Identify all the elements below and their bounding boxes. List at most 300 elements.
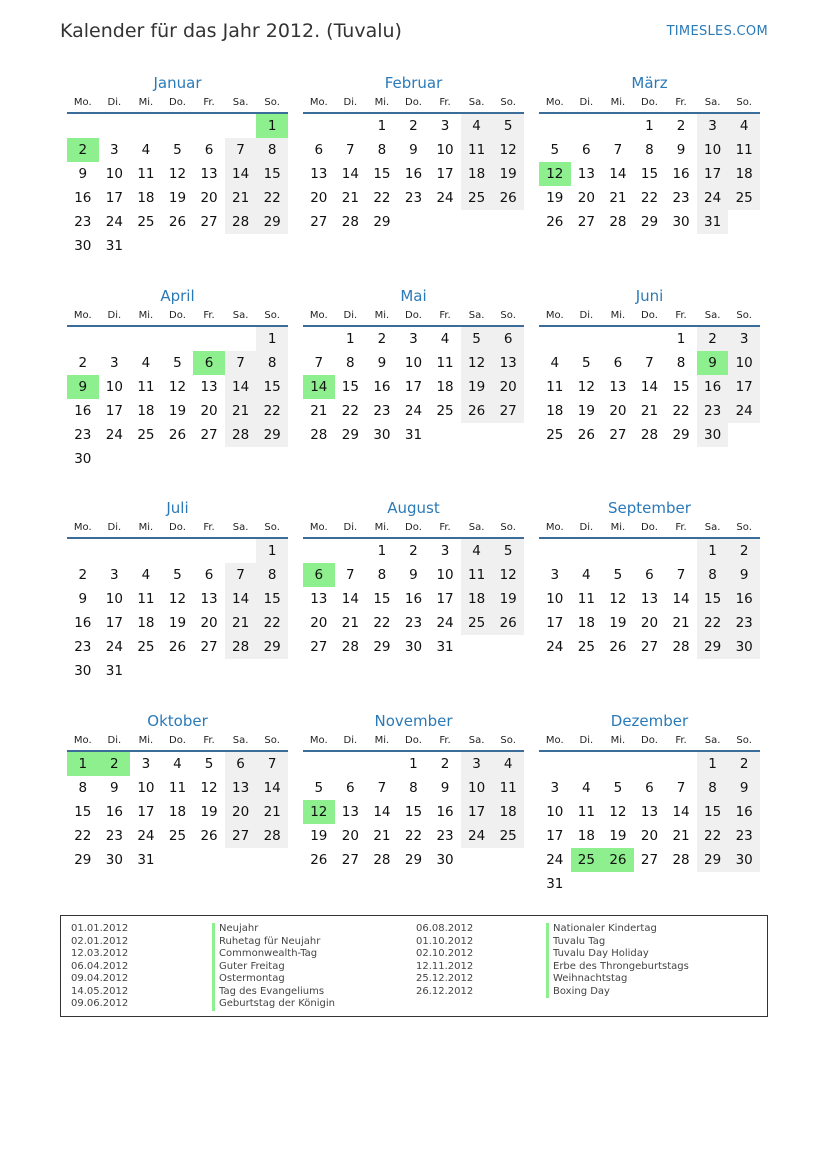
day-cell[interactable]: 12: [577, 379, 595, 395]
day-cell[interactable]: 4: [550, 355, 560, 371]
day-cell[interactable]: 18: [461, 162, 493, 186]
day-cell[interactable]: 3: [141, 756, 151, 772]
day-cell[interactable]: 21: [310, 403, 328, 419]
day-cell[interactable]: 24: [105, 214, 123, 230]
day-cell[interactable]: 17: [546, 615, 564, 631]
day-cell[interactable]: 29: [373, 639, 391, 655]
day-cell[interactable]: 16: [728, 800, 760, 824]
day-cell[interactable]: 2: [440, 756, 450, 772]
day-cell[interactable]: 24: [546, 639, 564, 655]
holiday-day-cell[interactable]: 6: [193, 351, 225, 375]
day-cell[interactable]: 14: [373, 804, 391, 820]
day-cell[interactable]: 19: [546, 190, 564, 206]
holiday-day-cell[interactable]: 12: [303, 800, 335, 824]
day-cell[interactable]: 10: [105, 379, 123, 395]
day-cell[interactable]: 15: [404, 804, 423, 820]
day-cell[interactable]: 13: [200, 591, 218, 607]
day-cell[interactable]: 19: [609, 615, 627, 631]
day-cell[interactable]: 12: [609, 804, 627, 820]
day-cell[interactable]: 21: [341, 190, 359, 206]
day-cell[interactable]: 17: [137, 804, 155, 820]
day-cell[interactable]: 30: [74, 238, 92, 254]
day-cell[interactable]: 3: [110, 355, 119, 371]
day-cell[interactable]: 4: [582, 567, 591, 583]
day-cell[interactable]: 8: [676, 355, 686, 371]
day-cell[interactable]: 29: [256, 210, 288, 234]
day-cell[interactable]: 4: [728, 114, 760, 138]
day-cell[interactable]: 4: [141, 142, 151, 158]
day-cell[interactable]: 3: [550, 780, 560, 796]
day-cell[interactable]: 14: [225, 375, 257, 399]
day-cell[interactable]: 23: [672, 190, 690, 206]
day-cell[interactable]: 11: [577, 591, 595, 607]
day-cell[interactable]: 12: [492, 138, 524, 162]
day-cell[interactable]: 1: [377, 543, 387, 559]
day-cell[interactable]: 23: [436, 828, 454, 844]
day-cell[interactable]: 26: [168, 639, 187, 655]
day-cell[interactable]: 17: [105, 403, 123, 419]
day-cell[interactable]: 13: [640, 591, 659, 607]
day-cell[interactable]: 16: [373, 379, 391, 395]
day-cell[interactable]: 14: [256, 776, 288, 800]
day-cell[interactable]: 3: [461, 752, 493, 776]
day-cell[interactable]: 7: [676, 780, 686, 796]
day-cell[interactable]: 17: [697, 162, 729, 186]
day-cell[interactable]: 9: [110, 780, 119, 796]
day-cell[interactable]: 25: [137, 427, 155, 443]
day-cell[interactable]: 21: [672, 828, 690, 844]
day-cell[interactable]: 19: [492, 587, 524, 611]
day-cell[interactable]: 17: [728, 375, 760, 399]
day-cell[interactable]: 30: [728, 635, 760, 659]
day-cell[interactable]: 20: [577, 190, 595, 206]
day-cell[interactable]: 19: [609, 828, 627, 844]
day-cell[interactable]: 8: [409, 780, 418, 796]
day-cell[interactable]: 12: [200, 780, 218, 796]
day-cell[interactable]: 27: [577, 214, 595, 230]
day-cell[interactable]: 6: [645, 567, 654, 583]
day-cell[interactable]: 2: [409, 118, 418, 134]
day-cell[interactable]: 16: [697, 375, 729, 399]
day-cell[interactable]: 10: [436, 142, 454, 158]
day-cell[interactable]: 20: [200, 190, 218, 206]
day-cell[interactable]: 3: [110, 567, 119, 583]
day-cell[interactable]: 21: [672, 615, 690, 631]
day-cell[interactable]: 15: [373, 166, 391, 182]
day-cell[interactable]: 5: [550, 142, 560, 158]
holiday-day-cell[interactable]: 9: [697, 351, 729, 375]
day-cell[interactable]: 8: [377, 567, 387, 583]
day-cell[interactable]: 21: [640, 403, 659, 419]
day-cell[interactable]: 29: [256, 423, 288, 447]
day-cell[interactable]: 21: [373, 828, 391, 844]
day-cell[interactable]: 4: [582, 780, 591, 796]
day-cell[interactable]: 22: [404, 828, 423, 844]
holiday-day-cell[interactable]: 6: [303, 563, 335, 587]
day-cell[interactable]: 27: [200, 427, 218, 443]
holiday-day-cell[interactable]: 26: [602, 848, 634, 872]
day-cell[interactable]: 18: [168, 804, 187, 820]
day-cell[interactable]: 2: [676, 118, 686, 134]
day-cell[interactable]: 5: [613, 567, 623, 583]
day-cell[interactable]: 23: [404, 190, 423, 206]
day-cell[interactable]: 26: [492, 186, 524, 210]
day-cell[interactable]: 1: [645, 118, 654, 134]
day-cell[interactable]: 20: [640, 615, 659, 631]
day-cell[interactable]: 15: [341, 379, 359, 395]
day-cell[interactable]: 11: [137, 166, 155, 182]
day-cell[interactable]: 10: [728, 351, 760, 375]
day-cell[interactable]: 10: [105, 166, 123, 182]
day-cell[interactable]: 11: [461, 138, 493, 162]
day-cell[interactable]: 8: [697, 776, 729, 800]
day-cell[interactable]: 11: [168, 780, 187, 796]
day-cell[interactable]: 16: [436, 804, 454, 820]
day-cell[interactable]: 19: [577, 403, 595, 419]
day-cell[interactable]: 22: [74, 828, 92, 844]
day-cell[interactable]: 4: [440, 331, 450, 347]
day-cell[interactable]: 13: [609, 379, 627, 395]
day-cell[interactable]: 2: [78, 355, 88, 371]
holiday-day-cell[interactable]: 14: [303, 375, 335, 399]
day-cell[interactable]: 5: [492, 539, 524, 563]
day-cell[interactable]: 29: [373, 214, 391, 230]
day-cell[interactable]: 26: [546, 214, 564, 230]
day-cell[interactable]: 14: [225, 587, 257, 611]
day-cell[interactable]: 3: [110, 142, 119, 158]
day-cell[interactable]: 7: [645, 355, 654, 371]
day-cell[interactable]: 1: [697, 539, 729, 563]
day-cell[interactable]: 29: [697, 848, 729, 872]
day-cell[interactable]: 27: [200, 214, 218, 230]
day-cell[interactable]: 8: [256, 563, 288, 587]
day-cell[interactable]: 31: [137, 852, 155, 868]
day-cell[interactable]: 31: [436, 639, 454, 655]
day-cell[interactable]: 26: [168, 214, 187, 230]
day-cell[interactable]: 13: [640, 804, 659, 820]
day-cell[interactable]: 18: [137, 403, 155, 419]
day-cell[interactable]: 12: [168, 166, 187, 182]
day-cell[interactable]: 15: [373, 591, 391, 607]
day-cell[interactable]: 9: [409, 567, 418, 583]
day-cell[interactable]: 26: [200, 828, 218, 844]
day-cell[interactable]: 11: [137, 591, 155, 607]
day-cell[interactable]: 17: [105, 190, 123, 206]
brand-link[interactable]: TIMESLES.COM: [666, 24, 768, 39]
day-cell[interactable]: 16: [404, 591, 423, 607]
day-cell[interactable]: 13: [310, 591, 328, 607]
day-cell[interactable]: 30: [404, 639, 423, 655]
holiday-day-cell[interactable]: 1: [256, 114, 288, 138]
day-cell[interactable]: 31: [697, 210, 729, 234]
day-cell[interactable]: 17: [436, 166, 454, 182]
day-cell[interactable]: 31: [105, 238, 123, 254]
day-cell[interactable]: 23: [74, 639, 92, 655]
day-cell[interactable]: 4: [461, 539, 493, 563]
day-cell[interactable]: 20: [200, 615, 218, 631]
day-cell[interactable]: 29: [697, 635, 729, 659]
day-cell[interactable]: 14: [672, 804, 690, 820]
day-cell[interactable]: 28: [310, 427, 328, 443]
holiday-day-cell[interactable]: 25: [571, 848, 603, 872]
day-cell[interactable]: 10: [461, 776, 493, 800]
day-cell[interactable]: 8: [256, 351, 288, 375]
day-cell[interactable]: 3: [440, 118, 450, 134]
day-cell[interactable]: 5: [492, 114, 524, 138]
day-cell[interactable]: 17: [461, 800, 493, 824]
day-cell[interactable]: 24: [137, 828, 155, 844]
day-cell[interactable]: 19: [310, 828, 328, 844]
day-cell[interactable]: 6: [492, 327, 524, 351]
day-cell[interactable]: 24: [404, 403, 423, 419]
day-cell[interactable]: 31: [105, 663, 123, 679]
day-cell[interactable]: 2: [377, 331, 387, 347]
day-cell[interactable]: 9: [440, 780, 450, 796]
day-cell[interactable]: 9: [78, 591, 88, 607]
day-cell[interactable]: 18: [728, 162, 760, 186]
day-cell[interactable]: 25: [168, 828, 187, 844]
day-cell[interactable]: 6: [582, 142, 591, 158]
day-cell[interactable]: 24: [436, 615, 454, 631]
day-cell[interactable]: 15: [256, 587, 288, 611]
day-cell[interactable]: 20: [200, 403, 218, 419]
day-cell[interactable]: 3: [440, 543, 450, 559]
day-cell[interactable]: 7: [225, 351, 257, 375]
day-cell[interactable]: 13: [577, 166, 595, 182]
day-cell[interactable]: 9: [728, 776, 760, 800]
day-cell[interactable]: 21: [225, 399, 257, 423]
day-cell[interactable]: 4: [141, 355, 151, 371]
day-cell[interactable]: 7: [225, 563, 257, 587]
day-cell[interactable]: 24: [436, 190, 454, 206]
day-cell[interactable]: 22: [672, 403, 690, 419]
day-cell[interactable]: 25: [461, 186, 493, 210]
day-cell[interactable]: 12: [168, 379, 187, 395]
day-cell[interactable]: 17: [436, 591, 454, 607]
day-cell[interactable]: 19: [168, 615, 187, 631]
day-cell[interactable]: 21: [225, 186, 257, 210]
day-cell[interactable]: 18: [137, 615, 155, 631]
day-cell[interactable]: 6: [225, 752, 257, 776]
day-cell[interactable]: 26: [577, 427, 595, 443]
day-cell[interactable]: 25: [492, 824, 524, 848]
day-cell[interactable]: 1: [377, 118, 387, 134]
day-cell[interactable]: 5: [613, 780, 623, 796]
day-cell[interactable]: 3: [409, 331, 418, 347]
day-cell[interactable]: 2: [728, 752, 760, 776]
day-cell[interactable]: 10: [546, 591, 564, 607]
day-cell[interactable]: 31: [404, 427, 423, 443]
day-cell[interactable]: 17: [404, 379, 423, 395]
day-cell[interactable]: 2: [78, 567, 88, 583]
day-cell[interactable]: 26: [609, 639, 627, 655]
day-cell[interactable]: 23: [74, 214, 92, 230]
day-cell[interactable]: 27: [310, 214, 328, 230]
day-cell[interactable]: 11: [461, 563, 493, 587]
day-cell[interactable]: 30: [105, 852, 123, 868]
day-cell[interactable]: 8: [697, 563, 729, 587]
day-cell[interactable]: 20: [640, 828, 659, 844]
day-cell[interactable]: 10: [404, 355, 423, 371]
day-cell[interactable]: 3: [728, 327, 760, 351]
day-cell[interactable]: 12: [168, 591, 187, 607]
day-cell[interactable]: 18: [436, 379, 454, 395]
day-cell[interactable]: 1: [256, 327, 288, 351]
day-cell[interactable]: 14: [672, 591, 690, 607]
day-cell[interactable]: 22: [640, 190, 659, 206]
day-cell[interactable]: 5: [582, 355, 591, 371]
day-cell[interactable]: 28: [341, 639, 359, 655]
day-cell[interactable]: 1: [346, 331, 355, 347]
day-cell[interactable]: 5: [173, 355, 182, 371]
day-cell[interactable]: 7: [256, 752, 288, 776]
day-cell[interactable]: 1: [676, 331, 686, 347]
day-cell[interactable]: 30: [74, 663, 92, 679]
day-cell[interactable]: 14: [341, 166, 359, 182]
day-cell[interactable]: 26: [492, 611, 524, 635]
day-cell[interactable]: 13: [492, 351, 524, 375]
day-cell[interactable]: 11: [577, 804, 595, 820]
day-cell[interactable]: 26: [461, 399, 493, 423]
day-cell[interactable]: 23: [404, 615, 423, 631]
day-cell[interactable]: 29: [341, 427, 359, 443]
day-cell[interactable]: 11: [492, 776, 524, 800]
day-cell[interactable]: 25: [137, 214, 155, 230]
day-cell[interactable]: 18: [137, 190, 155, 206]
day-cell[interactable]: 29: [404, 852, 423, 868]
day-cell[interactable]: 8: [78, 780, 88, 796]
day-cell[interactable]: 12: [461, 351, 493, 375]
day-cell[interactable]: 22: [256, 186, 288, 210]
day-cell[interactable]: 17: [105, 615, 123, 631]
day-cell[interactable]: 14: [225, 162, 257, 186]
day-cell[interactable]: 23: [373, 403, 391, 419]
day-cell[interactable]: 7: [314, 355, 324, 371]
day-cell[interactable]: 15: [74, 804, 92, 820]
day-cell[interactable]: 11: [137, 379, 155, 395]
day-cell[interactable]: 23: [728, 824, 760, 848]
day-cell[interactable]: 3: [697, 114, 729, 138]
day-cell[interactable]: 25: [577, 639, 595, 655]
day-cell[interactable]: 21: [256, 800, 288, 824]
day-cell[interactable]: 2: [409, 543, 418, 559]
day-cell[interactable]: 15: [640, 166, 659, 182]
day-cell[interactable]: 4: [492, 752, 524, 776]
day-cell[interactable]: 6: [346, 780, 355, 796]
day-cell[interactable]: 28: [225, 423, 257, 447]
day-cell[interactable]: 30: [697, 423, 729, 447]
day-cell[interactable]: 7: [377, 780, 387, 796]
day-cell[interactable]: 16: [672, 166, 690, 182]
day-cell[interactable]: 2: [697, 327, 729, 351]
day-cell[interactable]: 11: [546, 379, 564, 395]
day-cell[interactable]: 21: [341, 615, 359, 631]
day-cell[interactable]: 7: [346, 567, 355, 583]
day-cell[interactable]: 1: [409, 756, 418, 772]
day-cell[interactable]: 27: [341, 852, 359, 868]
day-cell[interactable]: 16: [728, 587, 760, 611]
day-cell[interactable]: 24: [105, 639, 123, 655]
day-cell[interactable]: 5: [173, 142, 182, 158]
day-cell[interactable]: 23: [697, 399, 729, 423]
holiday-day-cell[interactable]: 12: [539, 162, 571, 186]
day-cell[interactable]: 28: [640, 427, 659, 443]
day-cell[interactable]: 29: [74, 852, 92, 868]
day-cell[interactable]: 30: [74, 451, 92, 467]
day-cell[interactable]: 10: [105, 591, 123, 607]
day-cell[interactable]: 30: [672, 214, 690, 230]
day-cell[interactable]: 15: [256, 375, 288, 399]
day-cell[interactable]: 28: [225, 635, 257, 659]
day-cell[interactable]: 20: [492, 375, 524, 399]
day-cell[interactable]: 1: [256, 539, 288, 563]
day-cell[interactable]: 25: [436, 403, 454, 419]
day-cell[interactable]: 21: [225, 611, 257, 635]
day-cell[interactable]: 13: [200, 379, 218, 395]
day-cell[interactable]: 9: [377, 355, 387, 371]
day-cell[interactable]: 27: [609, 427, 627, 443]
day-cell[interactable]: 24: [697, 186, 729, 210]
day-cell[interactable]: 9: [728, 563, 760, 587]
holiday-day-cell[interactable]: 1: [67, 752, 99, 776]
day-cell[interactable]: 1: [697, 752, 729, 776]
day-cell[interactable]: 8: [256, 138, 288, 162]
day-cell[interactable]: 29: [672, 427, 690, 443]
day-cell[interactable]: 8: [645, 142, 654, 158]
day-cell[interactable]: 27: [640, 852, 659, 868]
day-cell[interactable]: 24: [546, 852, 564, 868]
day-cell[interactable]: 10: [697, 138, 729, 162]
day-cell[interactable]: 15: [697, 587, 729, 611]
day-cell[interactable]: 9: [409, 142, 418, 158]
day-cell[interactable]: 13: [341, 804, 359, 820]
day-cell[interactable]: 19: [168, 403, 187, 419]
day-cell[interactable]: 23: [74, 427, 92, 443]
day-cell[interactable]: 6: [204, 567, 214, 583]
day-cell[interactable]: 7: [676, 567, 686, 583]
day-cell[interactable]: 15: [256, 162, 288, 186]
day-cell[interactable]: 6: [645, 780, 654, 796]
day-cell[interactable]: 7: [346, 142, 355, 158]
day-cell[interactable]: 15: [697, 800, 729, 824]
day-cell[interactable]: 6: [314, 142, 324, 158]
day-cell[interactable]: 27: [492, 399, 524, 423]
day-cell[interactable]: 26: [310, 852, 328, 868]
day-cell[interactable]: 11: [436, 355, 454, 371]
day-cell[interactable]: 20: [310, 615, 328, 631]
day-cell[interactable]: 19: [492, 162, 524, 186]
day-cell[interactable]: 22: [697, 611, 729, 635]
day-cell[interactable]: 6: [204, 142, 214, 158]
day-cell[interactable]: 2: [728, 539, 760, 563]
day-cell[interactable]: 20: [609, 403, 627, 419]
day-cell[interactable]: 20: [225, 800, 257, 824]
day-cell[interactable]: 11: [728, 138, 760, 162]
day-cell[interactable]: 5: [461, 327, 493, 351]
day-cell[interactable]: 30: [728, 848, 760, 872]
day-cell[interactable]: 18: [577, 828, 595, 844]
day-cell[interactable]: 19: [461, 375, 493, 399]
day-cell[interactable]: 14: [609, 166, 627, 182]
day-cell[interactable]: 27: [200, 639, 218, 655]
day-cell[interactable]: 29: [640, 214, 659, 230]
day-cell[interactable]: 14: [640, 379, 659, 395]
day-cell[interactable]: 4: [141, 567, 151, 583]
day-cell[interactable]: 25: [137, 639, 155, 655]
day-cell[interactable]: 24: [728, 399, 760, 423]
day-cell[interactable]: 31: [546, 876, 564, 892]
day-cell[interactable]: 4: [461, 114, 493, 138]
